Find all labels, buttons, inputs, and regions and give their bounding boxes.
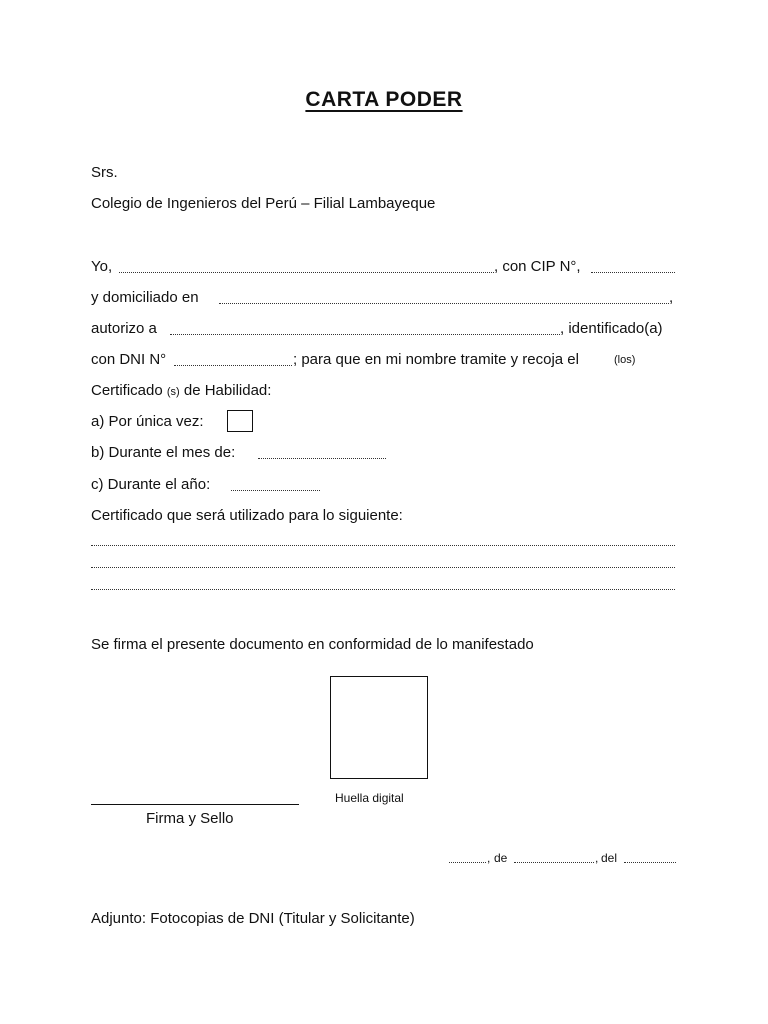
- tramite-text: ; para que en mi nombre tramite y recoja el: [293, 351, 579, 368]
- fecha-de-label: de: [494, 851, 508, 865]
- identificado-label: , identificado(a): [560, 320, 663, 337]
- fecha-comma-1: ,: [487, 851, 491, 865]
- adjunto-text: Adjunto: Fotocopias de DNI (Titular y Solicitante): [91, 910, 415, 927]
- option-b-label: b) Durante el mes de:: [91, 444, 236, 461]
- name-field-line[interactable]: [119, 272, 494, 273]
- uso-label: Certificado que será utilizado para lo siguiente:: [91, 507, 403, 524]
- cip-field-line[interactable]: [591, 272, 675, 273]
- dni-label: con DNI N°: [91, 351, 167, 368]
- anio-field-line[interactable]: [231, 490, 320, 491]
- uso-line-2[interactable]: [91, 567, 675, 568]
- domicilio-field-line[interactable]: [219, 303, 669, 304]
- fecha-del-label: del: [601, 851, 618, 865]
- document-title: CARTA PODER: [305, 88, 463, 111]
- firma-line[interactable]: [91, 804, 299, 805]
- uso-line-3[interactable]: [91, 589, 675, 590]
- firma-label: Firma y Sello: [146, 810, 234, 827]
- fecha-dia-line[interactable]: [449, 862, 486, 863]
- certificado-prefix: Certificado: [91, 382, 163, 399]
- dni-field-line[interactable]: [174, 365, 292, 366]
- uso-line-1[interactable]: [91, 545, 675, 546]
- huella-digital-box[interactable]: [330, 676, 428, 779]
- conformidad-text: Se firma el presente documento en conformidad de lo manifestado: [91, 636, 534, 653]
- option-c-label: c) Durante el año:: [91, 476, 211, 493]
- addressee: Colegio de Ingenieros del Perú – Filial Lambayeque: [91, 195, 436, 212]
- certificado-heading: [91, 382, 271, 399]
- certificado-suffix: de Habilidad:: [183, 382, 272, 399]
- yo-label: Yo,: [91, 258, 113, 275]
- huella-label: Huella digital: [335, 791, 404, 805]
- fecha-mes-line[interactable]: [514, 862, 594, 863]
- mes-field-line[interactable]: [258, 458, 386, 459]
- domicilio-comma: ,: [669, 289, 674, 306]
- autorizo-label: autorizo a: [91, 320, 157, 337]
- domicilio-label: y domiciliado en: [91, 289, 199, 306]
- salutation: Srs.: [91, 164, 118, 181]
- autorizado-field-line[interactable]: [170, 334, 560, 335]
- cip-label: , con CIP N°,: [494, 258, 581, 275]
- unica-vez-checkbox[interactable]: [227, 410, 253, 432]
- los-text: (los): [614, 354, 636, 366]
- certificado-plural: (s): [166, 386, 180, 398]
- fecha-comma-2: ,: [595, 851, 599, 865]
- option-a-label: a) Por única vez:: [91, 413, 204, 430]
- fecha-anio-line[interactable]: [624, 862, 676, 863]
